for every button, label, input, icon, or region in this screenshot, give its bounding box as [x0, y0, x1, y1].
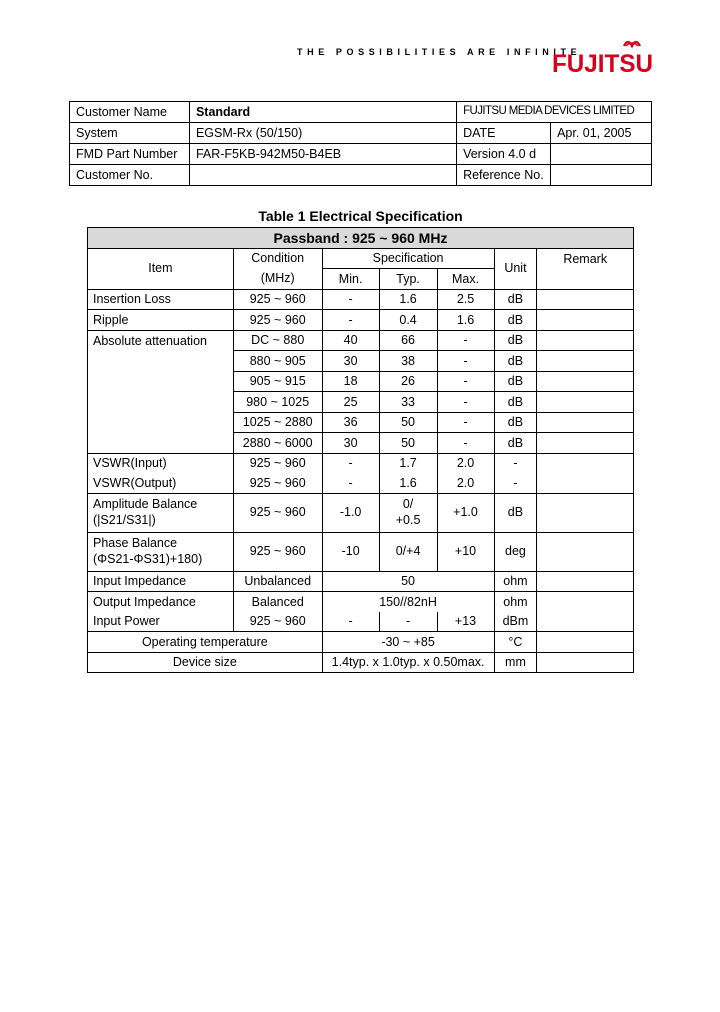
remark-cell: [537, 412, 634, 433]
condition-cell: DC ~ 880: [233, 330, 322, 351]
min-cell: 30: [322, 433, 379, 454]
table-row: [88, 453, 634, 473]
typ-cell: 50: [379, 412, 437, 433]
tagline: THE POSSIBILITIES ARE INFINITE: [297, 47, 582, 57]
table-row: [88, 612, 634, 632]
remark-cell: [537, 351, 634, 372]
min-cell: 25: [322, 392, 379, 413]
system-label: System: [70, 123, 190, 144]
unit-cell: -: [494, 473, 537, 493]
remark-cell: [537, 473, 634, 493]
unit-header: Unit: [494, 248, 537, 289]
customer-no-value: [189, 165, 456, 186]
condition-header: Condition: [233, 248, 322, 269]
remark-cell: [537, 371, 634, 392]
remark-cell: [537, 289, 634, 310]
unit-cell: dB: [494, 412, 537, 433]
customer-no-label: Customer No.: [70, 165, 190, 186]
value-cell: -30 ~ +85: [322, 632, 494, 653]
version: Version 4.0 d: [457, 144, 551, 165]
typ-line2: +0.5: [395, 512, 421, 527]
remark-cell: [537, 330, 634, 351]
typ-cell: -: [379, 612, 437, 632]
remark-cell: [537, 612, 634, 632]
unit-cell: dB: [494, 371, 537, 392]
date-value: Apr. 01, 2005: [551, 123, 652, 144]
condition-cell: 980 ~ 1025: [233, 392, 322, 413]
unit-cell: deg: [494, 532, 537, 571]
remark-cell: [537, 592, 634, 612]
max-cell: 2.0: [437, 453, 494, 473]
item-cell: Absolute attenuation: [88, 330, 234, 453]
condition-cell: Unbalanced: [233, 571, 322, 592]
date-label: DATE: [457, 123, 551, 144]
condition-cell: 925 ~ 960: [233, 532, 322, 571]
typ-cell: 1.7: [379, 453, 437, 473]
typ-cell: 0.4: [379, 310, 437, 331]
max-cell: -: [437, 433, 494, 454]
version-blank: [551, 144, 652, 165]
condition-cell: 880 ~ 905: [233, 351, 322, 372]
phase-balance-formula: (ΦS21-ΦS31)+180): [93, 551, 203, 566]
typ-cell: 66: [379, 330, 437, 351]
item-cell: [88, 493, 234, 532]
customer-name-label: Customer Name: [70, 102, 190, 123]
typ-cell: 50: [379, 433, 437, 454]
unit-cell: dBm: [494, 612, 537, 632]
value-cell: 150//82nH: [322, 592, 494, 612]
phase-balance-label: Phase Balance: [93, 535, 178, 550]
max-cell: -: [437, 392, 494, 413]
min-cell: -: [322, 473, 379, 493]
unit-cell: ohm: [494, 571, 537, 592]
min-cell: -: [322, 289, 379, 310]
min-cell: -: [322, 310, 379, 331]
unit-cell: mm: [494, 652, 537, 673]
max-cell: -: [437, 412, 494, 433]
table-row: [88, 473, 634, 493]
condition-cell: 1025 ~ 2880: [233, 412, 322, 433]
value-cell: 50: [322, 571, 494, 592]
unit-cell: dB: [494, 392, 537, 413]
remark-cell: [537, 453, 634, 473]
min-cell: 36: [322, 412, 379, 433]
unit-cell: dB: [494, 493, 537, 532]
passband-header: Passband : 925 ~ 960 MHz: [88, 228, 634, 249]
condition-cell: 2880 ~ 6000: [233, 433, 322, 454]
item-cell: Insertion Loss: [88, 289, 234, 310]
amp-balance-label: Amplitude Balance: [93, 496, 198, 511]
remark-cell: [537, 493, 634, 532]
condition-cell: 925 ~ 960: [233, 493, 322, 532]
max-cell: 1.6: [437, 310, 494, 331]
part-number-label: FMD Part Number: [70, 144, 190, 165]
table-row: [88, 532, 634, 571]
system-value: EGSM-Rx (50/150): [189, 123, 456, 144]
condition-cell: Balanced: [233, 592, 322, 612]
max-cell: -: [437, 371, 494, 392]
table-row: [88, 493, 634, 532]
item-cell: Input Impedance: [88, 571, 234, 592]
reference-value: [551, 165, 652, 186]
typ-cell: 0/+4: [379, 532, 437, 571]
value-cell: 1.4typ. x 1.0typ. x 0.50max.: [322, 652, 494, 673]
table-row: [88, 632, 634, 653]
typ-header: Typ.: [379, 269, 437, 290]
item-cell: VSWR(Output): [88, 473, 234, 493]
unit-cell: °C: [494, 632, 537, 653]
table-row: [88, 310, 634, 331]
min-cell: -: [322, 453, 379, 473]
table-row: [88, 652, 634, 673]
condition-cell: 925 ~ 960: [233, 612, 322, 632]
condition-cell: 925 ~ 960: [233, 473, 322, 493]
remark-cell: [537, 433, 634, 454]
item-cell: Output Impedance: [88, 592, 234, 612]
typ-cell: 26: [379, 371, 437, 392]
company-name: FUJITSU MEDIA DEVICES LIMITED: [457, 102, 652, 123]
remark-cell: [537, 571, 634, 592]
item-cell: Operating temperature: [88, 632, 323, 653]
min-header: Min.: [322, 269, 379, 290]
remark-cell: [537, 310, 634, 331]
unit-cell: ohm: [494, 592, 537, 612]
customer-name-value: Standard: [189, 102, 456, 123]
min-cell: -: [322, 612, 379, 632]
max-cell: 2.5: [437, 289, 494, 310]
typ-cell: [379, 493, 437, 532]
amp-balance-formula: (|S21/S31|): [93, 512, 156, 527]
table-caption: Table 1 Electrical Specification: [258, 208, 463, 224]
item-header: Item: [88, 248, 234, 289]
logo-text: FUJITSU: [552, 50, 653, 76]
max-header: Max.: [437, 269, 494, 290]
condition-cell: 925 ~ 960: [233, 310, 322, 331]
part-number-value: FAR-F5KB-942M50-B4EB: [189, 144, 456, 165]
max-cell: 2.0: [437, 473, 494, 493]
unit-cell: dB: [494, 351, 537, 372]
electrical-spec-table: [87, 227, 634, 673]
unit-cell: dB: [494, 330, 537, 351]
min-cell: -10: [322, 532, 379, 571]
remark-cell: [537, 632, 634, 653]
remark-cell: [537, 392, 634, 413]
remark-cell: [537, 652, 634, 673]
typ-cell: 38: [379, 351, 437, 372]
max-cell: -: [437, 351, 494, 372]
specification-header: Specification: [322, 248, 494, 269]
condition-unit-header: (MHz): [233, 269, 322, 290]
table-row: [88, 592, 634, 612]
condition-cell: 905 ~ 915: [233, 371, 322, 392]
unit-cell: dB: [494, 289, 537, 310]
item-cell: [88, 532, 234, 571]
max-cell: -: [437, 330, 494, 351]
typ-cell: 1.6: [379, 473, 437, 493]
condition-cell: 925 ~ 960: [233, 453, 322, 473]
typ-line1: 0/: [402, 496, 414, 511]
remark-header: Remark: [537, 248, 634, 289]
unit-cell: -: [494, 453, 537, 473]
unit-cell: dB: [494, 433, 537, 454]
max-cell: +10: [437, 532, 494, 571]
table-row: [88, 571, 634, 592]
typ-cell: 33: [379, 392, 437, 413]
table-row: [88, 289, 634, 310]
min-cell: 40: [322, 330, 379, 351]
unit-cell: dB: [494, 310, 537, 331]
table-row: [88, 330, 634, 351]
condition-cell: 925 ~ 960: [233, 289, 322, 310]
max-cell: +13: [437, 612, 494, 632]
min-cell: 18: [322, 371, 379, 392]
item-cell: Device size: [88, 652, 323, 673]
reference-label: Reference No.: [457, 165, 551, 186]
fujitsu-logo: [552, 34, 654, 76]
max-cell: +1.0: [437, 493, 494, 532]
document-info-table: [69, 101, 652, 186]
remark-cell: [537, 532, 634, 571]
item-cell: Input Power: [88, 612, 234, 632]
min-cell: -1.0: [322, 493, 379, 532]
item-cell: Ripple: [88, 310, 234, 331]
typ-cell: 1.6: [379, 289, 437, 310]
item-cell: VSWR(Input): [88, 453, 234, 473]
min-cell: 30: [322, 351, 379, 372]
